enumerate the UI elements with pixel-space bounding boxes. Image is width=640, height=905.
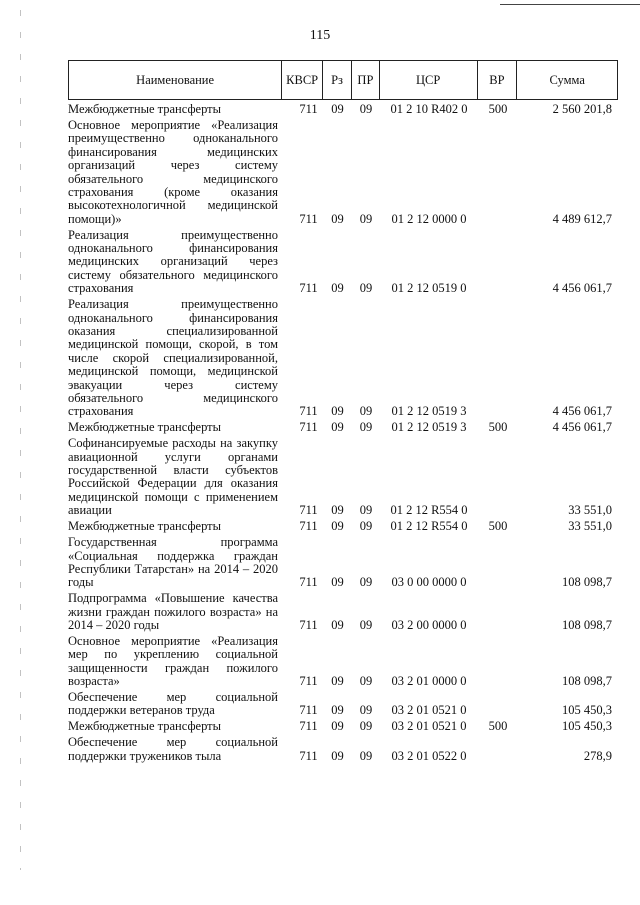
table-row (68, 592, 618, 632)
row-csr: 01 2 12 R554 0 (390, 519, 468, 534)
row-kvsr: 711 (299, 703, 318, 718)
row-csr: 01 2 12 0519 3 (391, 420, 467, 435)
row-name: Межбюджетные трансферты (68, 719, 222, 734)
row-sum: 4 456 061,7 (552, 281, 612, 296)
row-rz: 09 (331, 503, 344, 518)
row-csr: 03 2 01 0000 0 (391, 674, 467, 689)
row-csr: 03 2 01 0522 0 (391, 748, 467, 763)
row-csr: 01 2 10 R402 0 (390, 102, 468, 116)
row-kvsr: 711 (299, 102, 318, 116)
row-sum: 4 456 061,7 (552, 420, 612, 435)
row-name: Обеспечение мер социальной поддержки тружеников тыла (68, 735, 278, 763)
row-pr: 09 (359, 102, 373, 116)
row-csr: 01 2 12 0519 0 (391, 281, 467, 296)
row-name: Государственная программа «Социальная поддержка граждан Республики Татарстан» на 2014 – 2020 годы (68, 535, 278, 590)
row-kvsr: 711 (299, 211, 318, 226)
row-sum: 33 551,0 (568, 503, 612, 518)
row-vr: 500 (488, 719, 508, 734)
row-name: Основное мероприятие «Реализация мер по укреплению социальной защищенности граждан пожилого возраста» (68, 633, 278, 689)
table-body (68, 103, 618, 766)
row-rz: 09 (331, 404, 344, 419)
row-name: Межбюджетные трансферты (68, 102, 222, 116)
table-header (68, 60, 618, 100)
table-row (68, 229, 618, 296)
row-vr: 500 (488, 420, 508, 435)
header-csr: ЦСР (380, 61, 478, 99)
row-kvsr: 711 (299, 618, 318, 633)
row-kvsr: 711 (299, 519, 318, 534)
table-row (68, 103, 618, 116)
table-row (68, 736, 618, 763)
row-name: Софинансируемые расходы на закупку авиационной услуги органами государственной власти субъектов Российской Федерации для оказания медицинской помощи с применением авиации (68, 436, 278, 518)
row-csr: 03 2 01 0521 0 (391, 719, 467, 734)
page-number: 115 (309, 28, 331, 43)
row-sum: 4 489 612,7 (552, 211, 612, 226)
row-csr: 01 2 12 0000 0 (391, 211, 467, 226)
row-rz: 09 (331, 748, 344, 763)
row-rz: 09 (331, 703, 344, 718)
row-rz: 09 (331, 211, 344, 226)
scan-artifact-left-edge (20, 10, 21, 870)
row-kvsr: 711 (299, 420, 318, 435)
row-sum: 108 098,7 (562, 674, 612, 689)
row-rz: 09 (331, 575, 344, 590)
table-row (68, 298, 618, 419)
row-pr: 09 (359, 703, 373, 718)
row-pr: 09 (359, 211, 373, 226)
table-row (68, 720, 618, 733)
row-pr: 09 (359, 420, 373, 435)
row-sum: 33 551,0 (568, 519, 612, 534)
header-name: Наименование (69, 61, 282, 99)
row-pr: 09 (359, 719, 373, 734)
row-sum: 108 098,7 (562, 575, 612, 590)
row-name: Подпрограмма «Повышение качества жизни граждан пожилого возраста» на 2014 – 2020 годы (68, 591, 278, 633)
row-rz: 09 (331, 102, 344, 116)
row-csr: 03 2 01 0521 0 (391, 703, 467, 718)
row-rz: 09 (331, 519, 344, 534)
header-rz: Рз (323, 61, 352, 99)
row-kvsr: 711 (299, 503, 318, 518)
row-csr: 03 0 00 0000 0 (391, 575, 467, 590)
table-row (68, 635, 618, 689)
table-row (68, 520, 618, 533)
row-csr: 01 2 12 R554 0 (390, 503, 468, 518)
row-rz: 09 (331, 618, 344, 633)
header-kvsr: КВСР (282, 61, 323, 99)
table-row (68, 421, 618, 434)
row-kvsr: 711 (299, 674, 318, 689)
row-pr: 09 (359, 503, 373, 518)
row-rz: 09 (331, 281, 344, 296)
row-sum: 278,9 (583, 748, 612, 763)
row-name: Основное мероприятие «Реализация преимущественно одноканального финансирования медицинских организаций через систему обязательного медицинского страхования (кроме оказания высокотехнологичной медицинской помощи)» (68, 117, 278, 226)
table-row (68, 691, 618, 718)
row-name: Межбюджетные трансферты (68, 519, 222, 534)
row-pr: 09 (359, 519, 373, 534)
row-pr: 09 (359, 281, 373, 296)
table-row (68, 437, 618, 517)
row-vr: 500 (488, 519, 508, 534)
row-vr: 500 (488, 102, 508, 116)
row-pr: 09 (359, 575, 373, 590)
row-csr: 01 2 12 0519 3 (391, 404, 467, 419)
row-rz: 09 (331, 420, 344, 435)
row-name: Реализация преимущественно одноканального финансирования медицинских организаций через систему обязательного медицинского страхования (68, 227, 278, 296)
row-name: Межбюджетные трансферты (68, 420, 222, 435)
row-kvsr: 711 (299, 404, 318, 419)
row-sum: 105 450,3 (562, 719, 612, 734)
row-name: Реализация преимущественно одноканального финансирования оказания специализированной медицинской помощи, скорой, в том числе скорой специализированной, медицинской помощи, медицинской эвакуации через систему обязательного медицинского страхования (68, 297, 278, 419)
row-sum: 105 450,3 (562, 703, 612, 718)
header-pr: ПР (352, 61, 380, 99)
row-sum: 2 560 201,8 (552, 102, 612, 116)
row-sum: 108 098,7 (562, 618, 612, 633)
row-pr: 09 (359, 674, 373, 689)
row-kvsr: 711 (299, 719, 318, 734)
row-pr: 09 (359, 404, 373, 419)
row-rz: 09 (331, 674, 344, 689)
row-pr: 09 (359, 748, 373, 763)
row-csr: 03 2 00 0000 0 (391, 618, 467, 633)
row-kvsr: 711 (299, 281, 318, 296)
row-rz: 09 (331, 719, 344, 734)
scan-artifact-top-line (500, 4, 640, 5)
row-kvsr: 711 (299, 748, 318, 763)
row-kvsr: 711 (299, 575, 318, 590)
table-row (68, 119, 618, 226)
header-sum: Сумма (549, 72, 585, 87)
row-sum: 4 456 061,7 (552, 404, 612, 419)
table-row (68, 536, 618, 590)
row-name: Обеспечение мер социальной поддержки ветеранов труда (68, 690, 278, 718)
row-pr: 09 (359, 618, 373, 633)
header-vr: ВР (478, 61, 518, 99)
